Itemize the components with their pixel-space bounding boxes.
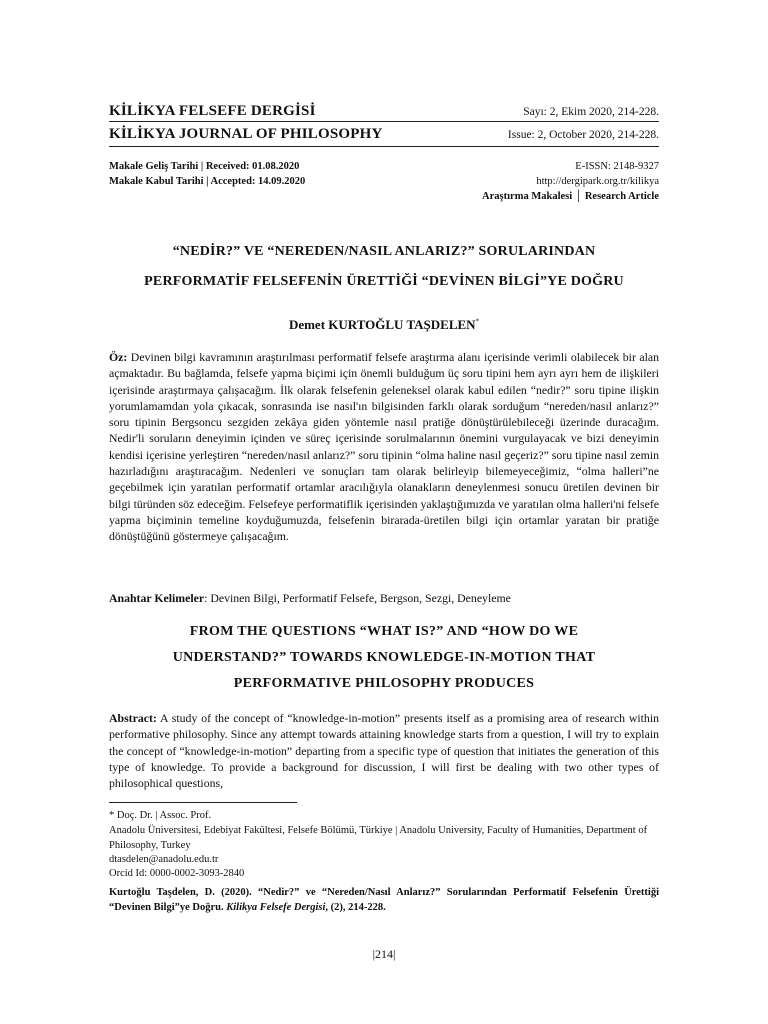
citation-text: Kurtoğlu Taşdelen, D. (2020). “Nedir?” ve “Nereden/Nasıl Anlarız?” Sorularından Performatif Felsefenin Ürettiği “Devinen Bilgi”ye Doğru. (109, 887, 659, 913)
footnote-affiliation: Anadolu Üniversitesi, Edebiyat Fakültesi, Felsefe Bölümü, Türkiye | Anadolu University, Faculty of Humanities, Department of Philosophy, Turkey (109, 825, 648, 851)
footnote-title: * Doç. Dr. | Assoc. Prof. (109, 810, 212, 821)
title-en-line-2: UNDERSTAND?” TOWARDS KNOWLEDGE-IN-MOTION THAT (172, 650, 596, 665)
title-tr-line-2: PERFORMATİF FELSEFENİN ÜRETTİĞİ “DEVİNEN BİLGİ”YE DOĞRU (144, 274, 624, 289)
received-date: Makale Geliş Tarihi | Received: 01.08.2020 (109, 161, 300, 172)
keywords-tr (109, 590, 659, 606)
abstract-en-text: A study of the concept of “knowledge-in-motion” presents itself as a promising area of research within performative philosophy. Since any attempt towards attaining knowledge starts from a question, I will try to explain the concept of “knowledge-in-motion” departing from a specific type of question that initiates the generation of this type of knowledge. To provide a background for discussion, I will first be dealing with two other types of philosophical questions, (109, 711, 659, 791)
abstract-tr (109, 349, 659, 545)
citation-journal: Kilikya Felsefe Dergisi (226, 902, 326, 913)
title-en-line-3: PERFORMATIVE PHILOSOPHY PRODUCES (233, 676, 535, 691)
title-tr-line-1: “NEDİR?” VE “NEREDEN/NASIL ANLARIZ?” SORULARINDAN (172, 244, 596, 259)
issue-info-tr: Sayı: 2, Ekim 2020, 214-228. (523, 106, 659, 118)
footnote-rule (109, 802, 297, 803)
journal-url[interactable]: http://dergipark.org.tr/kilikya (536, 176, 659, 187)
footnote-orcid: Orcid Id: 0000-0002-3093-2840 (109, 868, 245, 879)
abstract-en (109, 710, 659, 791)
title-en-line-1: FROM THE QUESTIONS “WHAT IS?” AND “HOW DO WE (189, 624, 579, 639)
footnote-email[interactable]: dtasdelen@anadolu.edu.tr (109, 854, 219, 865)
article-type: Araştırma Makalesi │ Research Article (482, 191, 659, 202)
page-number: |214| (372, 947, 396, 961)
header-rule (109, 121, 659, 122)
citation-tail: , (2), 214-228. (325, 902, 386, 913)
header-row-tr (109, 103, 659, 120)
accepted-date: Makale Kabul Tarihi | Accepted: 14.09.2020 (109, 176, 306, 187)
meta-row-2 (109, 176, 659, 187)
eissn: E-ISSN: 2148-9327 (575, 161, 659, 172)
meta-row-3 (109, 191, 659, 202)
abstract-tr-text: Devinen bilgi kavramının araştırılması performatif felsefe araştırma alanı içerisinde verimli olabilecek bir alan açmaktadır. Bu bağlamda, felsefe yapma biçimi için önemli bulduğum üç soru tipini hem ayrı ayrı hem de ilişkileri içerisinde araştırmaya çalışacağım. İlk olarak felsefenin geleneksel olarak kabul edilen “nedir?” soru tipine ilişkin yorumlamamdan yola çıkacak, sonrasında ise nasıl'ın bilgisinden farklı olarak sorduğum “nereden/nasıl anlarız?” soru tipinin Bergsoncu sezgiden zekâya giden yöntemle nasıl pratiğe dönüştürülebileceği üzerinde duracağım. Nedir'li soruların deneyimin içinden ve süreç içerisinde sorulmalarının önemini vurgulayacak ve bizi deneyimin kendisi içerisine yerleştiren “nereden/nasıl anlarız?” soru tipinin “olma haline nasıl geçeriz?” soru tipine nasıl zemin hazırladığını araştıracağım. Nedenleri ve sonuçları tam olarak belirleyip bilemeyeceğimiz, “olma halleri”ne geçebilmek için yaratılan performatif ortamlar aracılığıyla olanakların deneylenmesi sonucu üretilen devinen bir bilgi türünden söz edeceğim. Felsefeye performatiflik içerisinden yaklaştığımızda ve yaratılan olma halleri'ni felsefe yapma biçiminin temeline koyduğumuzda, felsefenin birarada-üretilen bilgi için ortamlar yaratan bir pratiğe dönüştüğünü göstermeye çalışacağım. (109, 350, 659, 544)
header-rule-2 (109, 146, 659, 147)
citation (109, 885, 659, 915)
issue-info-en: Issue: 2, October 2020, 214-228. (507, 129, 659, 141)
author-footnote-mark: * (475, 317, 480, 326)
journal-title-en: KİLİKYA JOURNAL OF PHILOSOPHY (109, 126, 383, 142)
abstract-tr-label: Öz: (109, 350, 128, 364)
author-name: Demet KURTOĞLU TAŞDELEN (288, 317, 476, 332)
meta-row-1 (109, 161, 659, 172)
keywords-tr-label: Anahtar Kelimeler (109, 591, 205, 605)
author (80, 317, 688, 333)
abstract-en-label: Abstract: (109, 711, 157, 725)
journal-title-tr: KİLİKYA FELSEFE DERGİSİ (109, 103, 316, 119)
keywords-tr-text: : Devinen Bilgi, Performatif Felsefe, Bergson, Sezgi, Deneyleme (204, 591, 511, 605)
header-row-en (109, 126, 659, 143)
